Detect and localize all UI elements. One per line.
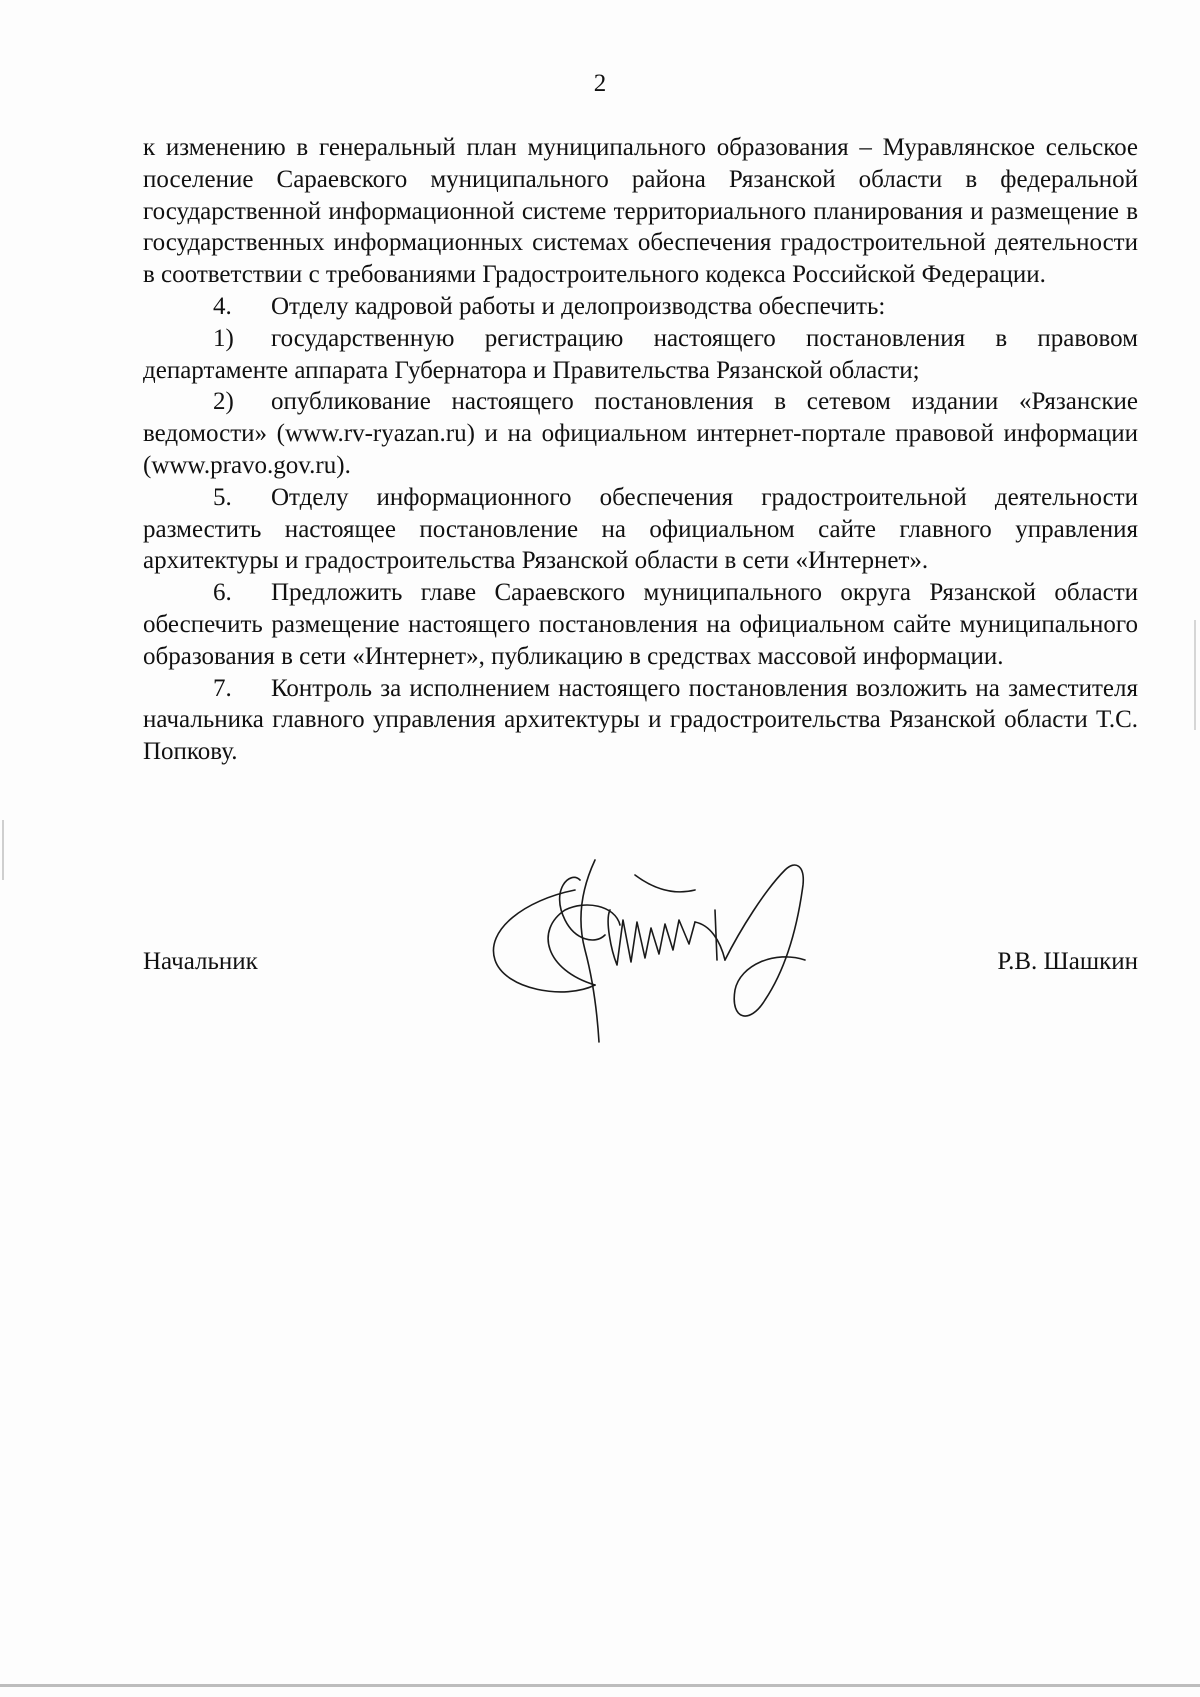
paragraph-item-7 [143,673,1138,768]
item-number: 1) [213,324,234,352]
paragraph-continuation: к изменению в генеральный план муниципального образования – Муравлянское сельское поселение Сараевского муниципального района Рязанской области в федеральной государственной информационной системе территориального планирования и размещение в государственных информационных системах обеспечения градостроительной деятельности в соответствии с требованиями Градостроительного кодекса Российской Федерации. [143,134,1138,289]
paragraph-item-5 [143,482,1138,577]
signer-name: Р.В. Шашкин [997,948,1138,975]
page-number: 2 [593,70,607,97]
paragraph-item-4-2 [143,386,1138,481]
paragraph-text: Предложить главе Сараевского муниципального округа Рязанской области обеспечить размещение настоящего постановления на официальном сайте муниципального образования в сети «Интернет», публикацию в средствах массовой информации. [143,579,1138,670]
scan-edge-mark [1194,620,1196,730]
scan-edge-line [0,1684,1200,1687]
item-number: 2) [213,388,234,416]
paragraph-text: государственную регистрацию настоящего постановления в правовом департаменте аппарата Губернатора и Правительства Рязанской области; [143,324,1138,384]
item-number: 5. [213,483,232,511]
paragraph-item-4 [143,291,1138,323]
item-number: 6. [213,579,232,607]
paragraph-text: опубликование настоящего постановления в сетевом издании «Рязанские ведомости» (www.rv-ryazan.ru) и на официальном интернет-портале правовой информации (www.pravo.gov.ru). [143,388,1138,479]
signer-title: Начальник [143,948,258,975]
paragraph-text: Контроль за исполнением настоящего постановления возложить на заместителя начальника главного управления архитектуры и градостроительства Рязанской области Т.С. Попкову. [143,674,1138,766]
paragraph-item-4-1 [143,323,1138,387]
paragraph-item-6 [143,577,1138,672]
item-number: 4. [213,292,232,320]
scan-edge-mark [2,820,4,880]
paragraph-text: Отделу информационного обеспечения градостроительной деятельности разместить настоящее постановление на официальном сайте главного управления архитектуры и градостроительства Рязанской области в сети «Интернет». [143,483,1138,575]
paragraph-text: Отделу кадровой работы и делопроизводства обеспечить: [271,292,886,320]
item-number: 7. [213,674,232,702]
document-body [143,132,1138,768]
signature-block [143,948,1138,988]
